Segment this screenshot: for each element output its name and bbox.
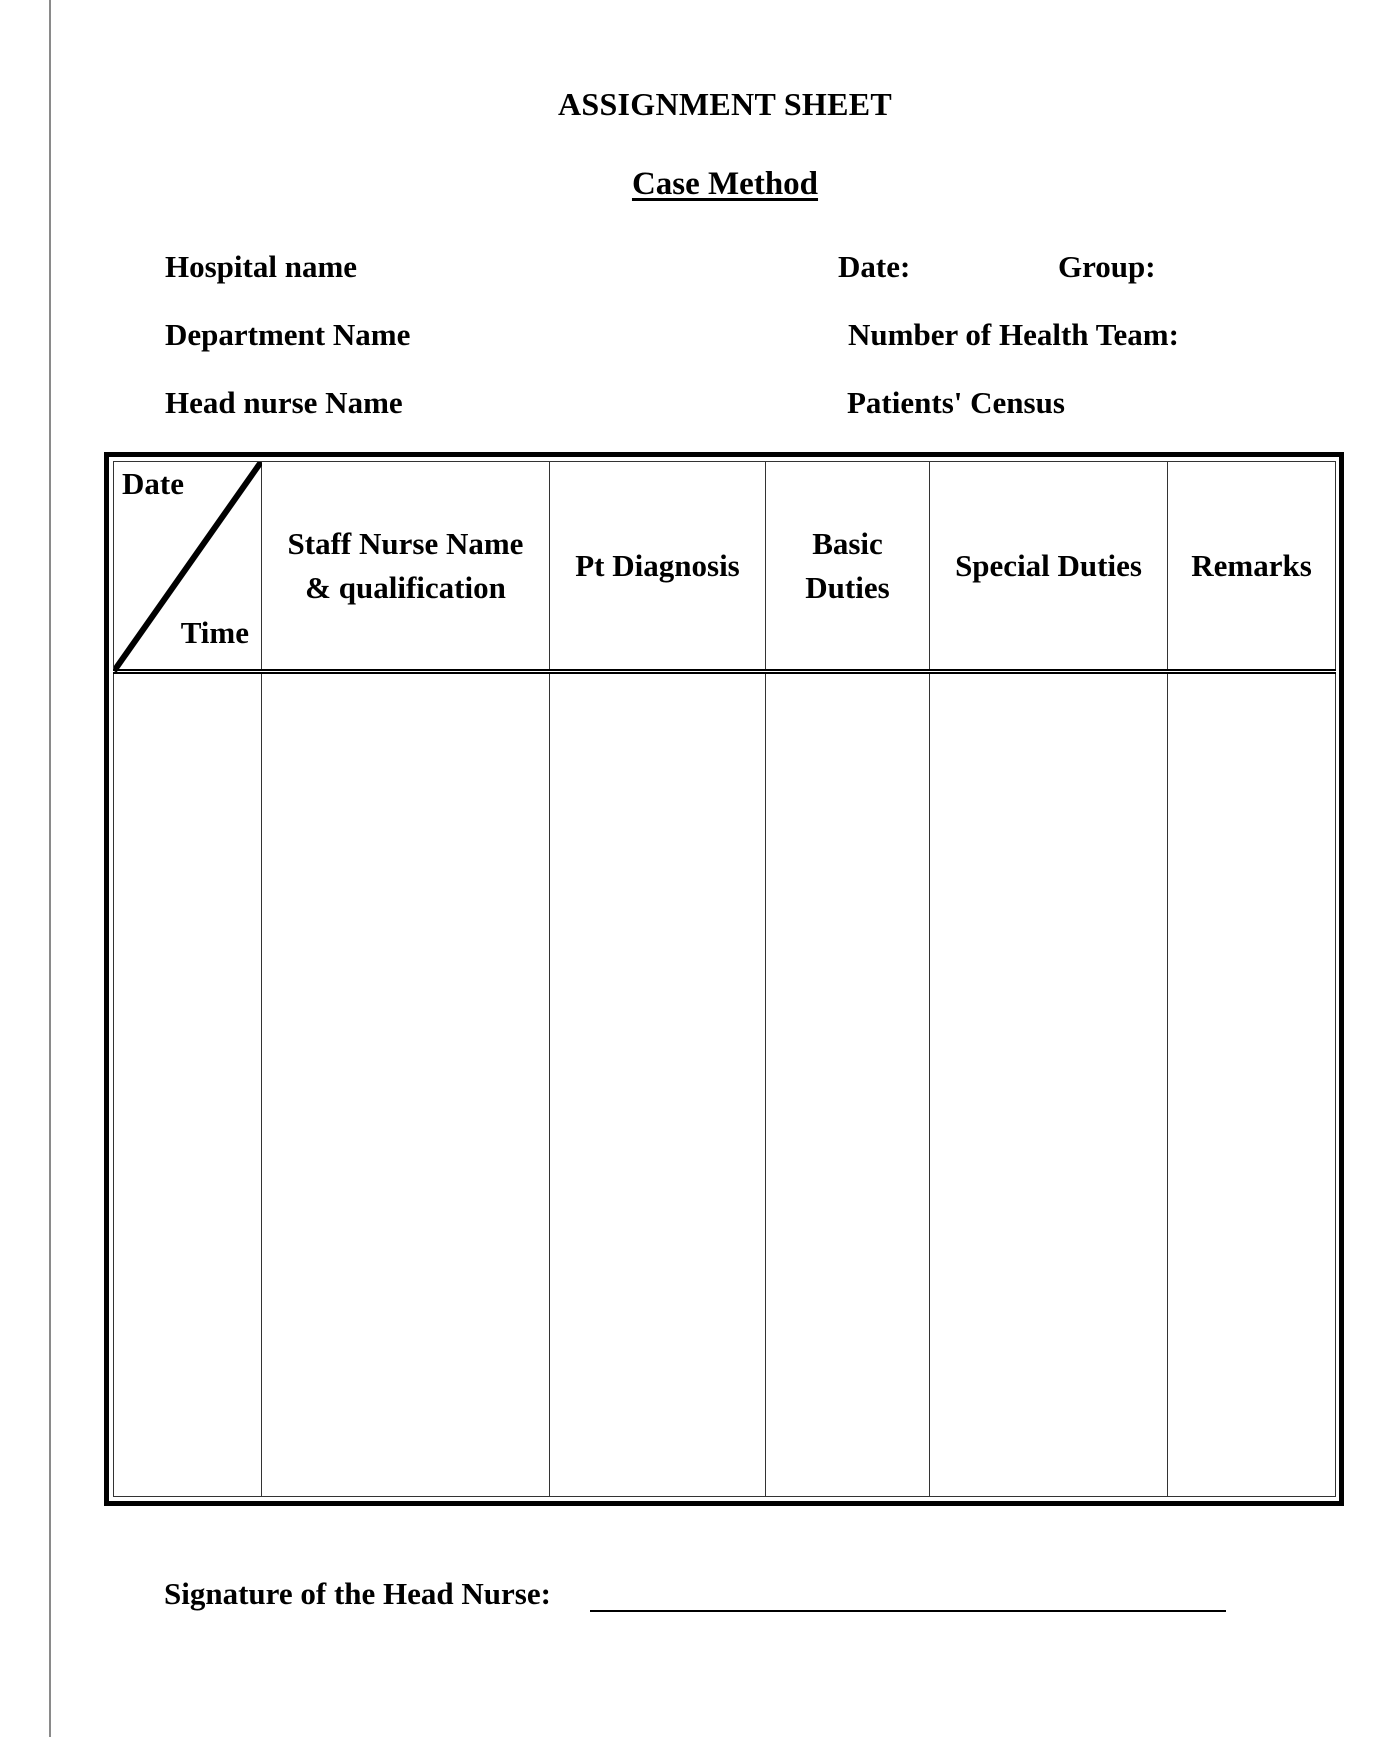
table-header-row — [114, 462, 1336, 672]
assignment-table — [113, 461, 1336, 1497]
special-duties-cell[interactable] — [930, 672, 1168, 1497]
number-of-health-team-label: Number of Health Team: — [848, 317, 1179, 352]
patients-census-label: Patients' Census — [847, 385, 1065, 420]
remarks-cell[interactable] — [1168, 672, 1336, 1497]
head-nurse-name-label: Head nurse Name — [165, 385, 403, 420]
column-header-staff-nurse — [262, 462, 550, 672]
basic-duties-cell[interactable] — [766, 672, 930, 1497]
column-header-special-duties: Special Duties — [930, 462, 1168, 672]
signature-label: Signature of the Head Nurse: — [164, 1576, 551, 1611]
date-label: Date: — [838, 249, 911, 284]
department-name-label: Department Name — [165, 317, 411, 352]
table-row — [114, 672, 1336, 1497]
page-title: ASSIGNMENT SHEET — [557, 86, 893, 122]
subtitle-text: Case Method — [631, 166, 819, 202]
pt-diagnosis-cell[interactable] — [550, 672, 766, 1497]
assignment-table-frame — [104, 452, 1344, 1506]
basic-duties-header-text: Basic Duties — [805, 525, 890, 605]
date-time-corner-cell — [114, 462, 262, 672]
staff-nurse-header-text: Staff Nurse Name & qualification — [287, 525, 524, 605]
corner-time-label: Time — [180, 615, 249, 650]
page-edge — [49, 0, 51, 1737]
hospital-name-label: Hospital name — [165, 249, 358, 284]
column-header-basic-duties — [766, 462, 930, 672]
staff-nurse-cell[interactable] — [262, 672, 550, 1497]
column-header-remarks: Remarks — [1168, 462, 1336, 672]
corner-date-label: Date — [122, 466, 184, 501]
group-label: Group: — [1058, 249, 1156, 284]
page-subtitle — [0, 166, 1388, 203]
date-time-cell[interactable] — [114, 672, 262, 1497]
signature-line[interactable] — [590, 1610, 1226, 1612]
column-header-pt-diagnosis: Pt Diagnosis — [550, 462, 766, 672]
